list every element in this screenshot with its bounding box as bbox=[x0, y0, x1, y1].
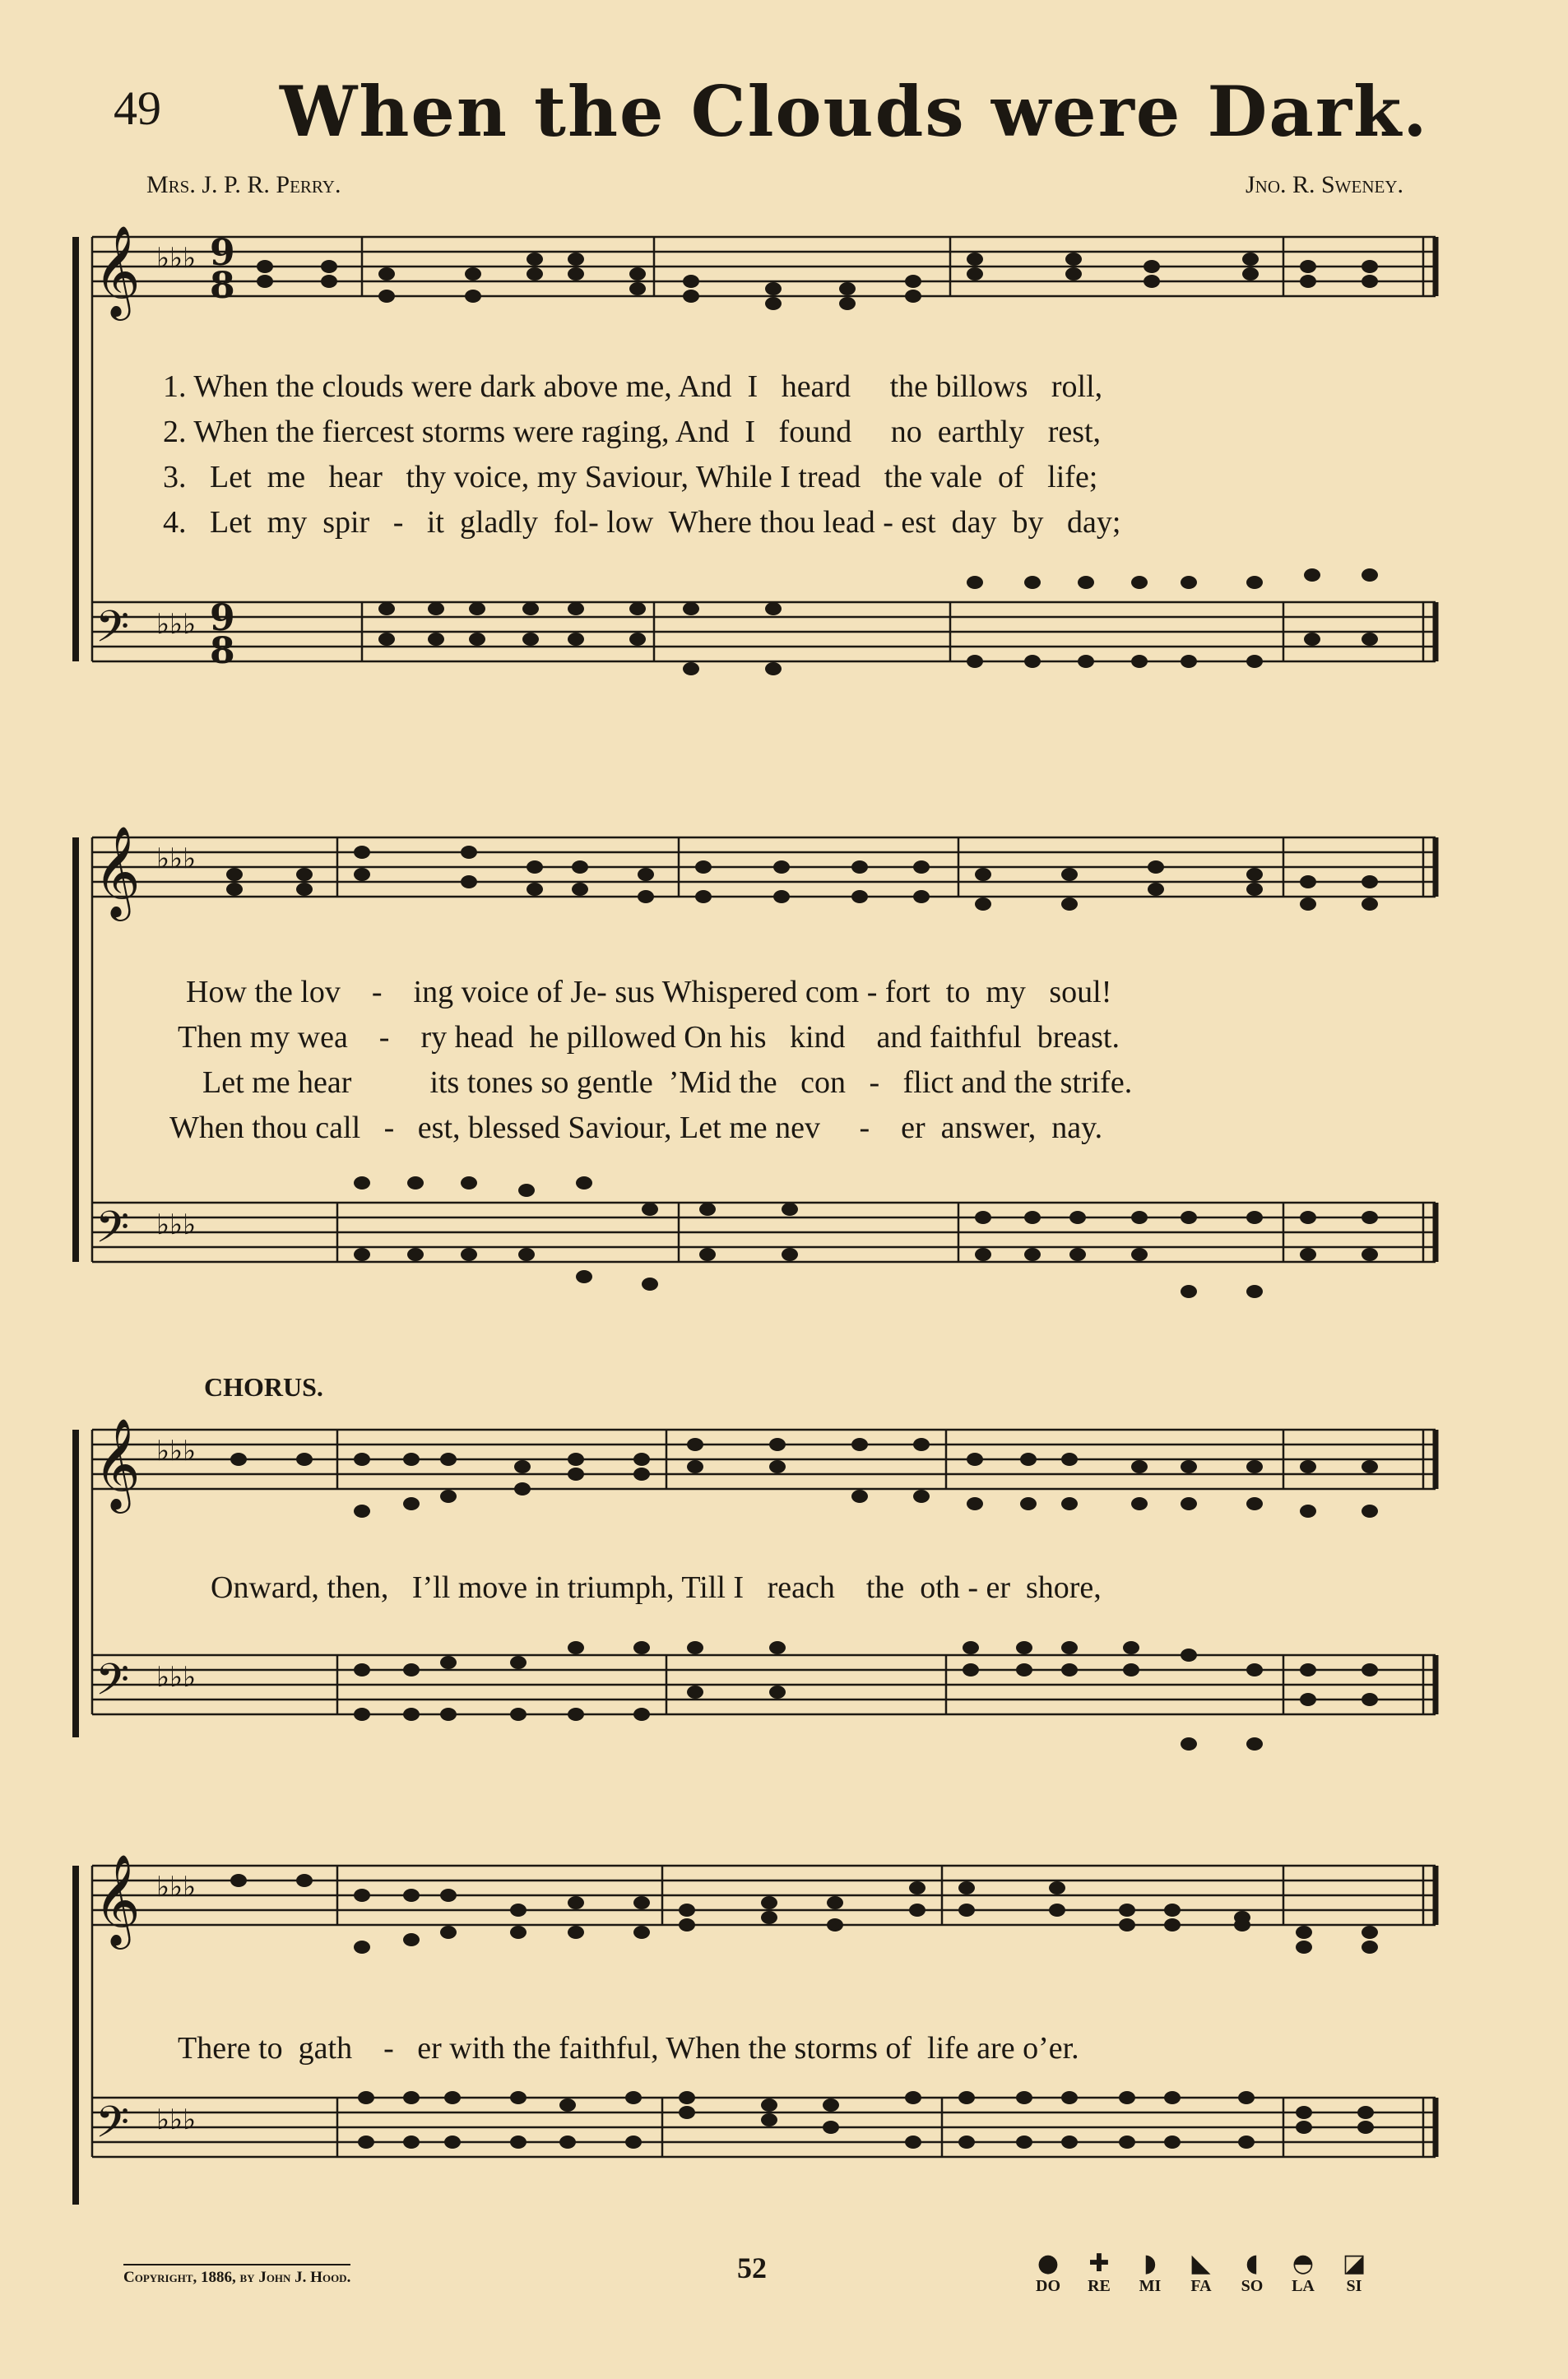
bass-staff bbox=[92, 602, 1436, 661]
svg-text:𝄢: 𝄢 bbox=[95, 1203, 130, 1264]
svg-text:𝄞: 𝄞 bbox=[94, 825, 141, 917]
solfa-la: ◓ LA bbox=[1292, 2249, 1315, 2295]
bass-clef-icon: 𝄢 bbox=[95, 602, 130, 663]
hymn-title: When the Clouds were Dark. bbox=[280, 71, 1429, 152]
chorus-line-1: Onward, then, I’ll move in triumph, Till I reach the oth - er shore, bbox=[211, 1570, 1102, 1605]
svg-text:♭♭♭: ♭♭♭ bbox=[156, 1208, 197, 1241]
svg-text:♭♭♭: ♭♭♭ bbox=[156, 608, 197, 641]
svg-text:8: 8 bbox=[210, 630, 235, 672]
verse-line: When thou call - est, blessed Saviour, Let me nev - er answer, nay. bbox=[169, 1111, 1103, 1145]
so-shape-icon: ◖ bbox=[1246, 2249, 1259, 2278]
chorus-line-2: There to gath - er with the faithful, When the storms of life are o’er. bbox=[178, 2031, 1079, 2066]
si-shape-icon: ◪ bbox=[1342, 2249, 1366, 2278]
time-signature: 9 bbox=[210, 232, 235, 274]
mi-shape-icon: ◗ bbox=[1144, 2249, 1157, 2278]
svg-text:𝄞: 𝄞 bbox=[94, 1853, 141, 1945]
page-number: 52 bbox=[737, 2251, 767, 2284]
solfa-fa: ◣ FA bbox=[1190, 2249, 1212, 2295]
svg-text:♭♭♭: ♭♭♭ bbox=[156, 842, 197, 875]
svg-text:𝄞: 𝄞 bbox=[94, 1417, 141, 1509]
key-signature-flats: ♭♭♭ bbox=[156, 242, 197, 275]
la-shape-icon: ◓ bbox=[1292, 2249, 1315, 2278]
svg-text:8: 8 bbox=[210, 265, 235, 307]
svg-text:♭♭♭: ♭♭♭ bbox=[156, 2103, 197, 2136]
svg-text:𝄢: 𝄢 bbox=[95, 1655, 130, 1716]
verse-line: 3. Let me hear thy voice, my Saviour, While I tread the vale of life; bbox=[163, 460, 1098, 494]
treble-clef-icon: 𝄞 bbox=[94, 225, 141, 317]
copyright-notice: Copyright, 1886, by John J. Hood. bbox=[123, 2264, 350, 2287]
fa-shape-icon: ◣ bbox=[1191, 2249, 1211, 2278]
svg-text:9: 9 bbox=[210, 597, 235, 639]
verse-line: 4. Let my spir - it gladly fol- low Where thou lead - est day by day; bbox=[163, 505, 1121, 540]
re-shape-icon: ✚ bbox=[1088, 2249, 1110, 2278]
solfa-so: ◖ SO bbox=[1241, 2249, 1264, 2295]
svg-text:𝄢: 𝄢 bbox=[95, 2098, 130, 2159]
svg-text:♭♭♭: ♭♭♭ bbox=[156, 1871, 197, 1904]
verse-line: 1. When the clouds were dark above me, And I heard the billows roll, bbox=[163, 369, 1103, 404]
do-shape-icon: ● bbox=[1037, 2249, 1060, 2278]
svg-text:♭♭♭: ♭♭♭ bbox=[156, 1661, 197, 1694]
verse-line: 2. When the fiercest storms were raging, And I found no earthly rest, bbox=[163, 415, 1102, 449]
solfa-si: ◪ SI bbox=[1342, 2249, 1366, 2295]
treble-staff bbox=[92, 237, 1436, 296]
shape-note-legend bbox=[1030, 2251, 1372, 2296]
hymn-number: 49 bbox=[114, 81, 161, 135]
verse-line: How the lov - ing voice of Je- sus Whispered com - fort to my soul! bbox=[186, 975, 1112, 1009]
chorus-label: CHORUS. bbox=[204, 1372, 323, 1402]
verse-line: Then my wea - ry head he pillowed On his kind and faithful breast. bbox=[178, 1020, 1120, 1055]
solfa-mi: ◗ MI bbox=[1139, 2249, 1162, 2295]
lyricist-credit: Mrs. J. P. R. Perry. bbox=[146, 171, 341, 198]
verse-line: Let me hear its tones so gentle ’Mid the con - flict and the strife. bbox=[202, 1065, 1133, 1100]
solfa-do: ● DO bbox=[1036, 2249, 1060, 2295]
solfa-re: ✚ RE bbox=[1088, 2249, 1111, 2295]
composer-credit: Jno. R. Sweney. bbox=[1245, 171, 1403, 198]
svg-text:♭♭♭: ♭♭♭ bbox=[156, 1435, 197, 1468]
